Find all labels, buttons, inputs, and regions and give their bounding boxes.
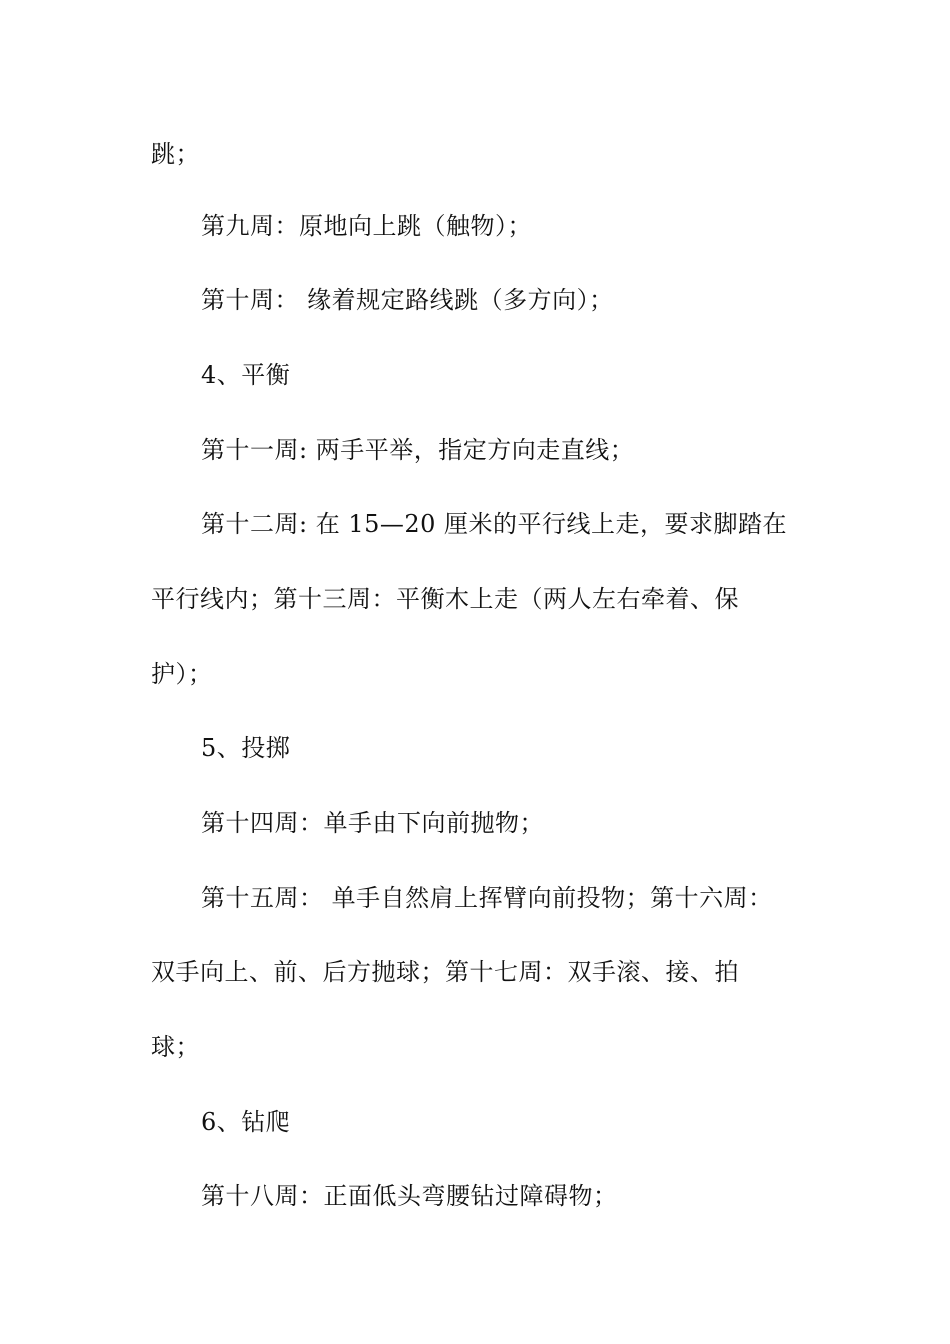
text-line-week-10: 第十周： 缘着规定路线跳（多方向）； (201, 286, 614, 314)
text-line-week-16-17: 双手向上、前、后方抛球；第十七周：双手滚、接、拍 (151, 958, 739, 986)
section-heading-crawling: 6、钻爬 (201, 1108, 291, 1136)
text-line-week-14: 第十四周：单手由下向前抛物； (201, 809, 544, 837)
text-line-week-12: 第十二周: 在 15—20 厘米的平行线上走，要求脚踏在 (201, 510, 788, 538)
text-line-continuation-jump: 跳； (151, 140, 200, 168)
section-heading-throwing: 5、投掷 (201, 734, 291, 762)
section-heading-balance: 4、平衡 (201, 361, 291, 389)
text-line-ball: 球； (151, 1033, 200, 1061)
text-line-week-12-13: 平行线内；第十三周：平衡木上走（两人左右牵着、保 (151, 585, 739, 613)
text-line-week-15-16: 第十五周： 单手自然肩上挥臂向前投物；第十六周： (201, 884, 773, 912)
text-line-protect: 护）； (151, 660, 213, 688)
text-line-week-11: 第十一周: 两手平举，指定方向走直线； (201, 436, 635, 464)
text-line-week-18: 第十八周：正面低头弯腰钻过障碍物； (201, 1182, 618, 1210)
text-line-week-9: 第九周：原地向上跳（触物）； (201, 212, 532, 240)
